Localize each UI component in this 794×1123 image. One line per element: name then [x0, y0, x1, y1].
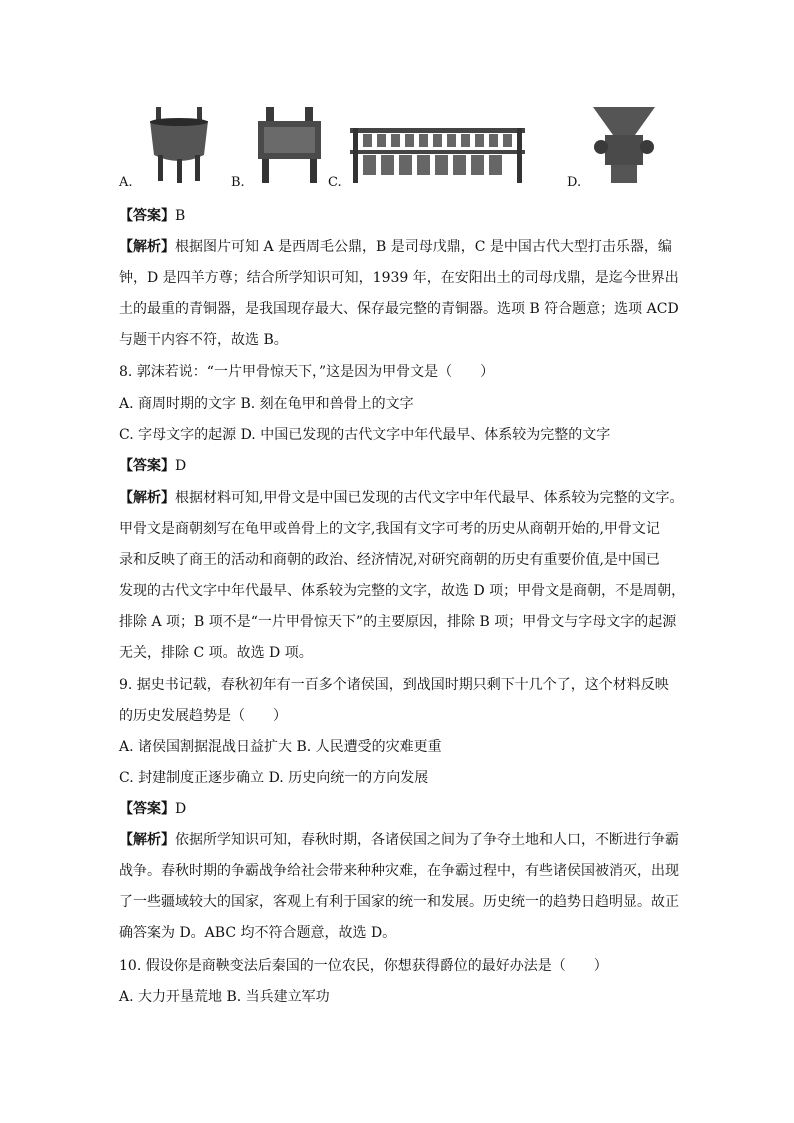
q7-answer: 【答案】B — [119, 208, 186, 224]
q7-analysis-line: 【解析】根据图片可知 A 是西周毛公鼎，B 是司母戊鼎，C 是中国古代大型打击乐器，编 — [119, 239, 672, 255]
q9-answer: 【答案】D — [119, 801, 187, 817]
option-a-label: A. — [119, 175, 133, 190]
q9-options: A. 诸侯国割据混战日益扩大 B. 人民遭受的灾难更重 — [119, 739, 442, 755]
q7-analysis-line: 土的最重的青铜器，是我国现存最大、保存最完整的青铜器。选项 B 符合题意；选项 ACD — [119, 301, 679, 317]
q8-answer: 【答案】D — [119, 458, 187, 474]
q7-analysis-line: 钟，D 是四羊方尊；结合所学知识可知，1939 年，在安阳出土的司母戊鼎，是迄今世界出 — [119, 270, 679, 286]
q9-analysis-line: 战争。春秋时期的争霸战争给社会带来种种灾难，在争霸过程中，有些诸侯国被消灭，出现 — [119, 863, 679, 879]
four-ram-square-zun-image — [589, 105, 659, 185]
q8-options: C. 字母文字的起源 D. 中国已发现的古代文字中年代最早、体系较为完整的文字 — [119, 427, 611, 443]
q8-options: A. 商周时期的文字 B. 刻在龟甲和兽骨上的文字 — [119, 396, 414, 412]
artifact-pictures-row — [119, 100, 639, 195]
q8-analysis-line: 甲骨文是商朝刻写在龟甲或兽骨上的文字,我国有文字可考的历史从商朝开始的,甲骨文记 — [119, 521, 660, 537]
q9-analysis-line: 【解析】依据所学知识可知，春秋时期，各诸侯国之间为了争夺土地和人口，不断进行争霸 — [119, 832, 679, 848]
option-b-label: B. — [231, 175, 245, 190]
bianzhong-bells-image — [345, 120, 530, 185]
q8-analysis-line: 录和反映了商王的活动和商朝的政治、经济情况,对研究商朝的历史有重要价值,是中国已 — [119, 552, 660, 568]
q10-stem: 10. 假设你是商鞅变法后秦国的一位农民，你想获得爵位的最好办法是（ ） — [119, 958, 608, 974]
q9-analysis-line: 确答案为 D。ABC 均不符合题意，故选 D。 — [119, 925, 397, 941]
q7-analysis-line: 与题干内容不符，故选 B。 — [119, 332, 288, 348]
q8-analysis-line: 排除 A 项；B 项不是“一片甲骨惊天下”的主要原因，排除 B 项；甲骨文与字母文字的起源 — [119, 614, 677, 630]
q9-analysis-line: 了一些疆域较大的国家，客观上有利于国家的统一和发展。历史统一的趋势日趋明显。故正 — [119, 894, 679, 910]
mao-gong-ding-image — [144, 105, 214, 185]
q9-stem: 9. 据史书记载，春秋初年有一百多个诸侯国，到战国时期只剩下十几个了，这个材料反映 — [119, 677, 669, 693]
q10-options: A. 大力开垦荒地 B. 当兵建立军功 — [119, 989, 330, 1005]
q8-analysis-line: 无关，排除 C 项。故选 D 项。 — [119, 645, 313, 661]
q9-options: C. 封建制度正逐步确立 D. 历史向统一的方向发展 — [119, 770, 429, 786]
option-d-label: D. — [567, 175, 582, 190]
option-c-label: C. — [328, 175, 342, 190]
q8-analysis-line: 【解析】根据材料可知,甲骨文是中国已发现的古代文字中年代最早、体系较为完整的文字。 — [119, 490, 684, 506]
q8-stem: 8. 郭沫若说：“一片甲骨惊天下，”这是因为甲骨文是（ ） — [119, 364, 495, 380]
simuwu-ding-image — [252, 105, 327, 185]
q9-stem: 的历史发展趋势是（ ） — [119, 708, 287, 724]
q8-analysis-line: 发现的古代文字中年代最早、体系较为完整的文字，故选 D 项；甲骨文是商朝，不是周朝， — [119, 583, 686, 599]
